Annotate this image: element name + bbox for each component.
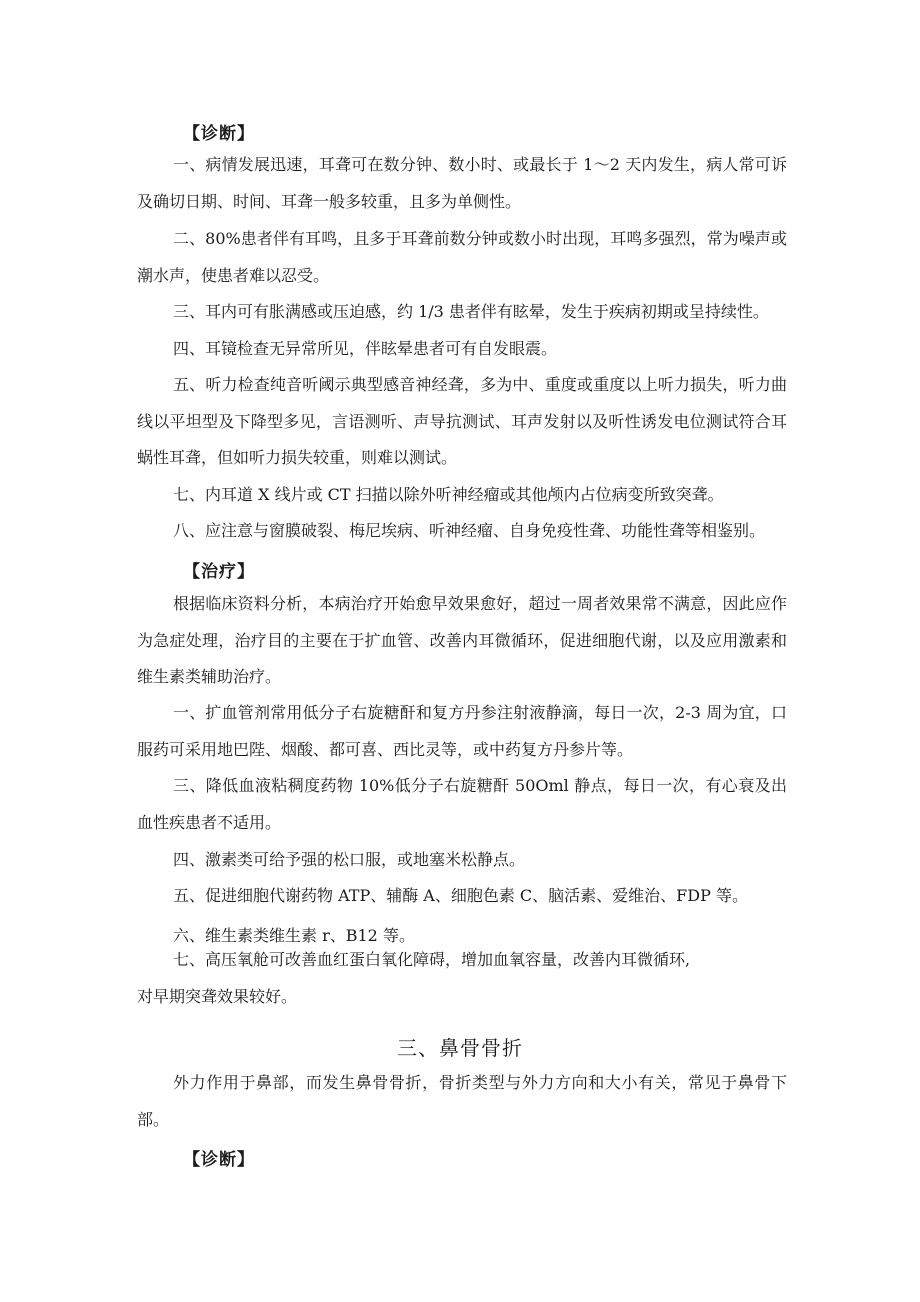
nasal-fracture-intro: 外力作用于鼻部，而发生鼻骨骨折，骨折类型与外力方向和大小有关，常见于鼻骨下部。 — [137, 1073, 787, 1129]
diagnosis-item-5: 五、听力检查纯音听阈示典型感音神经聋，多为中、重度或重度以上听力损失，听力曲线以平坦型及下降型多见，言语测听、声导抗测试、耳声发射以及听性诱发电位测试符合耳蜗性耳聋，但如听力损失较重，则难以测试。 — [137, 375, 787, 467]
diagnosis-item-8: 八、应注意与窗膜破裂、梅尼埃病、听神经瘤、自身免疫性聋、功能性聋等相鉴别。 — [173, 521, 766, 540]
diagnosis-item-3: 三、耳内可有胀满感或压迫感，约 1/3 患者伴有眩晕，发生于疾病初期或呈持续性。 — [173, 302, 769, 321]
section-title-nasal-fracture: 三、鼻骨骨折 — [397, 1036, 523, 1060]
diagnosis-item-2: 二、80%患者伴有耳鸣，且多于耳聋前数分钟或数小时出现，耳鸣多强烈，常为噪声或潮水声，使患者难以忍受。 — [137, 229, 787, 285]
treatment-heading: 【治疗】 — [183, 562, 255, 582]
diagnosis-item-7: 七、内耳道 X 线片或 CT 扫描以除外听神经瘤或其他颅内占位病变所致突聋。 — [173, 485, 724, 504]
treatment-intro: 根据临床资料分析，本病治疗开始愈早效果愈好，超过一周者效果常不满意，因此应作为急症处理，治疗目的主要在于扩血管、改善内耳微循环，促进细胞代谢，以及应用激素和维生素类辅助治疗。 — [137, 594, 787, 686]
treatment-item-5: 五、促进细胞代谢药物 ATP、辅酶 A、细胞色素 C、脑活素、爱维治、FDP 等。 — [173, 886, 748, 905]
diagnosis-item-1: 一、病情发展迅速，耳聋可在数分钟、数小时、或最长于 1～2 天内发生，病人常可诉及确切日期、时间、耳聋一般多较重，且多为单侧性。 — [137, 155, 787, 211]
diagnosis-heading: 【诊断】 — [183, 124, 255, 144]
diagnosis-item-4: 四、耳镜检查无异常所见，伴眩晕患者可有自发眼震。 — [173, 339, 558, 358]
nasal-fracture-diagnosis-heading: 【诊断】 — [183, 1150, 255, 1170]
treatment-item-4: 四、激素类可给予强的松口服，或地塞米松静点。 — [173, 850, 526, 869]
treatment-item-7-line2: 对早期突聋效果较好。 — [137, 987, 298, 1006]
treatment-item-6: 六、维生素类维生素 r、B12 等。 — [173, 926, 415, 945]
treatment-item-3: 三、降低血液粘稠度药物 10%低分子右旋糖酐 50Oml 静点，每日一次，有心衰及出血性疾患者不适用。 — [137, 776, 787, 832]
treatment-item-1: 一、扩血管剂常用低分子右旋糖酐和复方丹参注射液静滴，每日一次，2-3 周为宜，口服药可采用地巴陛、烟酸、都可喜、西比灵等，或中药复方丹参片等。 — [137, 703, 787, 759]
treatment-item-7-line1: 七、高压氧舱可改善血红蛋白氧化障碍，增加血氧容量，改善内耳微循环, — [173, 950, 691, 969]
